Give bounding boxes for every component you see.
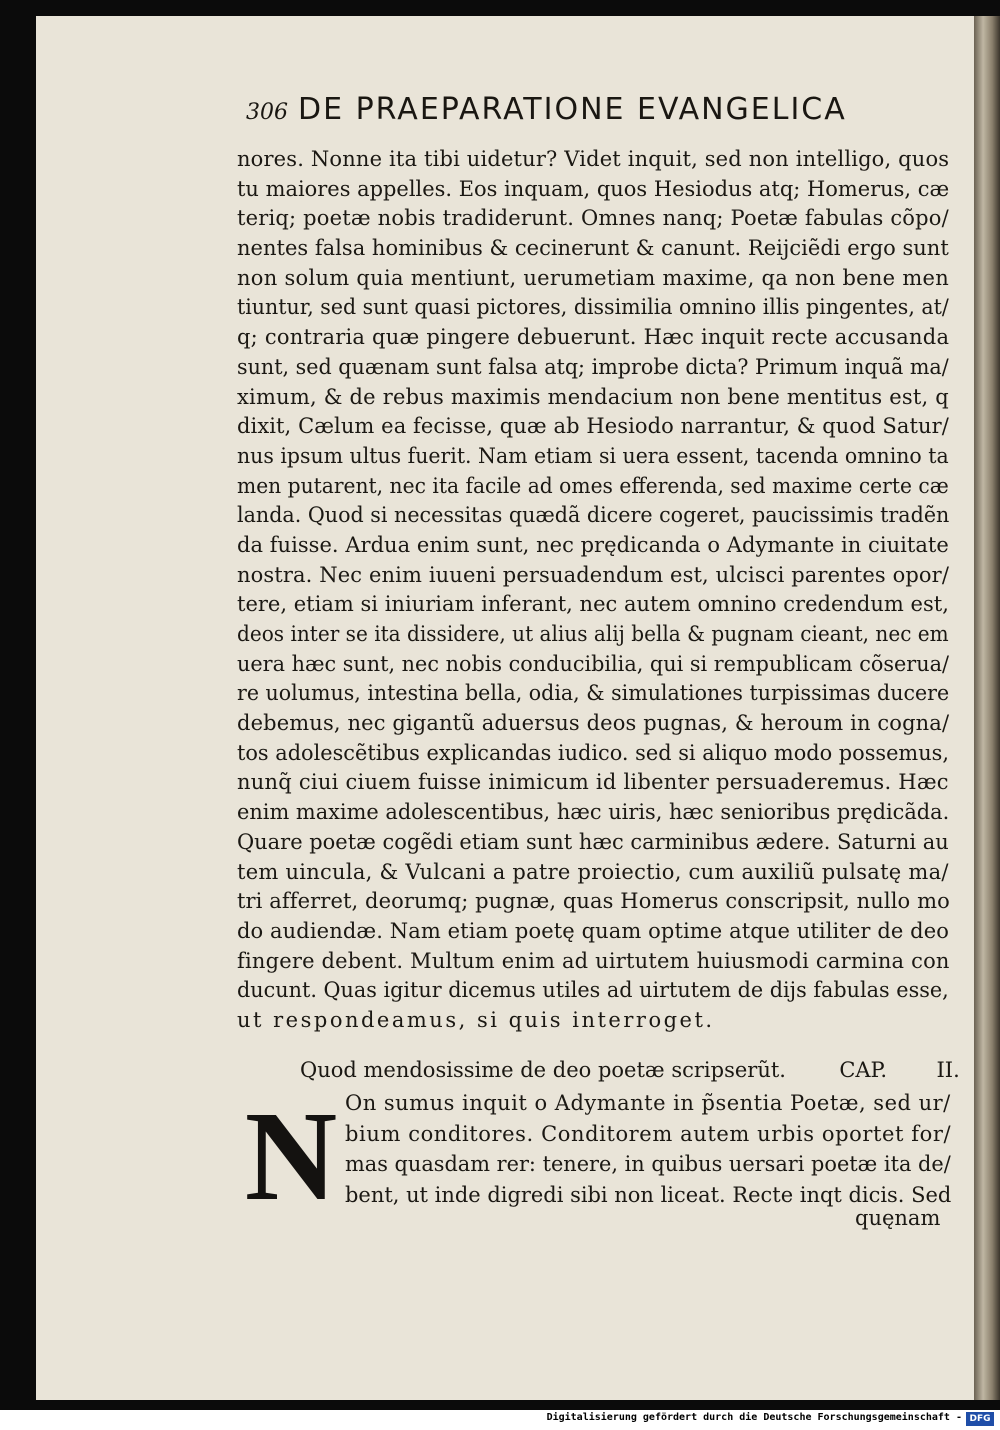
chapter-text-line: On sumus inquit o Adymante in p̃sentia Poetæ, sed ur/: [345, 1091, 951, 1115]
page-edge: [974, 16, 1000, 1400]
text-line: teriq; poetæ nobis tradiderunt. Omnes nanq; Poetæ fabulas cõpo/: [237, 206, 949, 231]
text-line: nostra. Nec enim iuueni persuadendum est, ulcisci parentes opor/: [237, 562, 950, 587]
chapter-label: CAP.: [839, 1058, 888, 1082]
text-line: tiuntur, sed sunt quasi pictores, dissimilia omnino illis pingentes, at/: [237, 295, 949, 320]
body-text: [237, 145, 952, 1036]
chapter-number: II.: [936, 1058, 960, 1082]
chapter-text-line: mas quasdam rer: tenere, in quibus uersari poetæ ita de/: [345, 1152, 951, 1176]
chapter-opening-text: [345, 1088, 955, 1210]
text-line: fingere debent. Multum enim ad uirtutem huiusmodi carmina con: [237, 948, 950, 973]
text-line: tri afferret, deorumq; pugnæ, quas Homerus conscripsit, nullo mo: [237, 889, 950, 914]
chapter-text-line: bent, ut inde digredi sibi non liceat. Recte inqt dicis. Sed: [345, 1182, 952, 1207]
text-line: tem uincula, & Vulcani a patre proiectio, cum auxiliũ pulsatę ma/: [237, 859, 949, 884]
text-line: nentes falsa hominibus & cecinerunt & canunt. Reijciẽdi ergo sunt: [237, 236, 949, 261]
text-line: non solum quia mentiunt, uerumetiam maxime, qa non bene men: [237, 265, 950, 290]
text-line: nus ipsum ultus fuerit. Nam etiam si uera essent, tacenda omnino ta: [237, 443, 949, 468]
page-number: 306: [246, 100, 288, 125]
text-line: da fuisse. Ardua enim sunt, nec prędicanda o Adymante in ciuitate: [237, 532, 949, 557]
text-line: re uolumus, intestina bella, odia, & simulationes turpissimas ducere: [237, 681, 950, 706]
text-line: tu maiores appelles. Eos inquam, quos Hesiodus atq; Homerus, cæ: [237, 176, 950, 201]
chapter-heading: [300, 1054, 960, 1086]
text-line: Quare poetæ cogẽdi etiam sunt hæc carminibus ædere. Saturni au: [237, 829, 949, 854]
text-line: ximum, & de rebus maximis mendacium non bene mentitus est, q: [237, 384, 949, 409]
text-line: men putarent, nec ita facile ad omes efferenda, sed maxime certe cæ: [237, 473, 949, 498]
dfg-logo: DFG: [966, 1412, 994, 1426]
catchword: quęnam: [855, 1206, 941, 1230]
text-line: sunt, sed quænam sunt falsa atq; improbe dicta? Primum inquã ma/: [237, 354, 949, 379]
text-line: ut respondeamus, si quis interroget.: [237, 1007, 715, 1032]
text-line: q; contraria quæ pingere debuerunt. Hæc inquit recte accusanda: [237, 325, 950, 350]
text-line: enim maxime adolescentibus, hæc uiris, hæc senioribus prędicãda.: [237, 800, 950, 825]
text-line: do audiendæ. Nam etiam poetę quam optime atque utiliter de deo: [237, 918, 949, 943]
text-line: dixit, Cælum ea fecisse, quæ ab Hesiodo narrantur, & quod Satur/: [237, 414, 949, 439]
funding-credit: Digitalisierung gefördert durch die Deutsche Forschungsgemeinschaft -: [546, 1412, 962, 1423]
text-line: tos adolescẽtibus explicandas iudico. sed si aliquo modo possemus,: [237, 740, 949, 765]
page-header: [246, 92, 946, 127]
text-line: nunq̃ ciui ciuem fuisse inimicum id libenter persuaderemus. Hæc: [237, 770, 949, 795]
running-title: DE PRAEPARATIONE EVANGELICA: [298, 92, 847, 127]
chapter-title: Quod mendosissime de deo poetæ scripserũt.: [300, 1058, 786, 1082]
chapter-text-line: bium conditores. Conditorem autem urbis oportet for/: [345, 1121, 952, 1146]
text-line: debemus, nec gigantũ aduersus deos pugnas, & heroum in cogna/: [237, 711, 950, 736]
drop-initial: N: [244, 1085, 338, 1227]
text-line: deos inter se ita dissidere, ut alius alij bella & pugnam cieant, nec em: [237, 622, 949, 646]
text-line: ducunt. Quas igitur dicemus utiles ad uirtutem de dijs fabulas esse,: [237, 978, 949, 1003]
text-line: tere, etiam si iniuriam inferant, nec autem omnino credendum est,: [237, 592, 949, 617]
text-line: nores. Nonne ita tibi uidetur? Videt inquit, sed non intelligo, quos: [237, 147, 950, 171]
text-line: uera hæc sunt, nec nobis conducibilia, qui si rempublicam cõserua/: [237, 651, 949, 676]
text-line: landa. Quod si necessitas quædã dicere cogeret, paucissimis tradẽn: [237, 503, 950, 528]
